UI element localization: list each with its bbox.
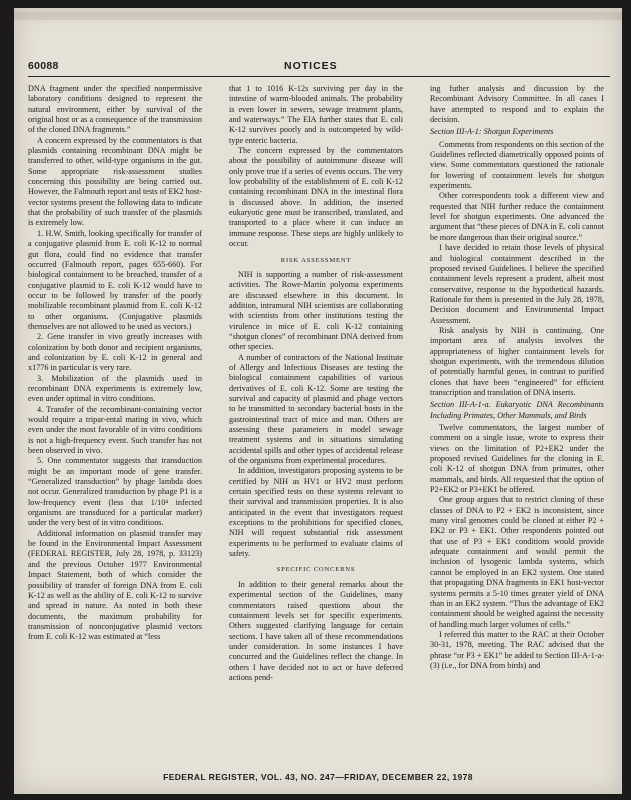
paragraph: I have decided to retain those levels of physical and biological containment described in the proposed revised Guidelines. I believe the specified containment levels represent a prudent, albeit most conservative, response to the hypothetical hazards. Rationale for them is presented in the July 28, 1978, Decision document and Environmental Impact Assessment. bbox=[430, 243, 604, 325]
section-heading-risk-assessment: RISK ASSESSMENT bbox=[280, 256, 352, 264]
section-heading-specific-concerns: SPECIFIC CONCERNS bbox=[276, 566, 356, 574]
paragraph: 2. Gene transfer in vivo greatly increases with colonization by both donor and recipient organisms, and colonization by E. coli K-12 in general and x1776 in particular is very rare. bbox=[28, 332, 202, 373]
paragraph: Risk analysis by NIH is continuing. One important area of analysis involves the appropriateness of higher containment levels for shotgun experiments, with the tremendous dilution of potentially harmful genes, in contrast to purified clones that have been “engineered” for efficient transcription and translation of DNA inserts. bbox=[430, 325, 604, 397]
paragraph: 4. Transfer of the recombinant-containing vector would require a tripar-ental mating in vivo, which even under the most favorable of in vitro conditions is not a high-frequency event. Such transfer has not been observed in vivo. bbox=[28, 404, 202, 456]
page-edge-strip bbox=[14, 12, 622, 20]
text-column-1 bbox=[28, 84, 202, 768]
paragraph: A number of contractors of the National Institute of Allergy and Infectious Diseases are testing the biological containment capabilities of various derivatives of E. coli K-12. Some are testing the survival and capacity of plasmid and phage vectors to be transmitted to secondary bacterial hosts in the gastrointestinal tract of mice and man. Others are assessing these parameters in model sewage treatment systems and in situations simulating accidental spills and other types of accidental release of the organisms from experimental procedures. bbox=[229, 352, 403, 466]
document-page bbox=[14, 8, 622, 794]
paragraph: I referred this matter to the RAC at their October 30-31, 1978, meeting. The RAC advised that the phrase “or P3 + EK1” be added to Section III-A-1-a-(3) (i.e., for DNA from birds) and bbox=[430, 629, 604, 670]
text-column-2 bbox=[229, 84, 403, 768]
paragraph: 1. H.W. Smith, looking specifically for transfer of a conjugative plasmid from E. coli K-12 to normal gut flora, could find no evidence that transfer occurred (Falmouth report, pages 655-660). For biological containment to be breached, transfer of a conjugative plasmid to E. coli K-12 would have to occur to be followed by transfer of the poorly mobilizable recombinant plasmid from E. coli K-12 to other organisms. (Conjugative plasmids themselves are not allowed to be used as vectors.) bbox=[28, 228, 202, 331]
paragraph: In addition, investigators proposing systems to be certified by NIH as HV1 or HV2 must perform certain specified tests on these systems relevant to their survival and transmission properties. It is also anticipated in the event that investigators request exceptions to the prohibitions for specified clones, NIH will request substantial risk assessment experiments to be performed to evaluate claims of safety. bbox=[229, 466, 403, 559]
paragraph: Comments from respondents on this section of the Guidelines reflected diametrically opposed points of view. Some commentators questioned the rationale for lowering of containment levels for shotgun experiments. bbox=[430, 139, 604, 191]
paragraph: A concern expressed by the commentators is that plasmids containing recombinant DNA might be transferred to other, wild-type organisms in the gut. Some appropriate risk-assessment studies concerning this possibility are being carried out. However, the Falmouth report and tests of EK2 host-vector systems present the following data to indicate that the probability of such transfer of the plasmids is extremely low. bbox=[28, 135, 202, 228]
subsection-heading-eukaryotic: Section III-A-1-a. Eukaryotic DNA Recombinants Including Primates, Other Mammals, and Birds bbox=[430, 400, 604, 420]
paragraph: that 1 to 1016 K-12s surviving per day in the intestine of warm-blooded animals. The probability is even lower in sewers, sewage treatment plants, and waterways.” The EIA further states that E. coli K-12 survives poorly and is outcompeted by wild-type enteric bacteria. bbox=[229, 84, 403, 145]
paragraph: The concern expressed by the commentators about the possibility of autoimmune disease will only prove true if a series of events occurs. The very low probability of the establishment of E. coli K-12 containing recombinant DNA in the intestinal flora is discussed above. In addition, the inserted eukaryotic gene must be transcribed, translated, and transported to a place where it can induce an immune response. These steps are highly unlikely to occur. bbox=[229, 146, 403, 249]
paragraph: DNA fragment under the specified nonpermissive laboratory conditions designed to represent the natural environment, either by survival of the original host or as a consequence of the transmission of the cloned DNA fragments.” bbox=[28, 84, 202, 135]
paragraph: ing futher analysis and discussion by the Recombinant Advisory Committee. In all cases I have attempted to respond and to explain the decision. bbox=[430, 84, 604, 125]
page-number: 60088 bbox=[28, 60, 59, 72]
paragraph: Other correspondents took a different view and requested that NIH further reduce the containment level for shotgun experiments. One advanced the argument that “these pieces of DNA in E. coli cannot be more dangerous than their original source.” bbox=[430, 191, 604, 242]
section-title: NOTICES bbox=[284, 60, 338, 72]
subsection-heading-shotgun: Section III-A-1: Shotgun Experiments bbox=[430, 127, 554, 137]
paragraph: 5. One commentator suggests that transduction might be an important mode of gene transfer. “Generalized transduction” by phage lambda does not occur. Generalized transduction by phage P1 is a low-frequency event (less that 1/10⁴ infected organisms are transduced for a particular marker) under the very best of in vitro conditions. bbox=[28, 456, 202, 528]
text-column-3 bbox=[430, 84, 604, 768]
paragraph: One group argues that to restrict cloning of these classes of DNA to P2 + EK2 is inconsistent, since many viral genomes could be cloned at either P2 + EK2 or P3 + EK1. Other respondents pointed out that use of P3 + EK1 conditions would provide adequate containment and would permit the inclusion of lysogenic lambda systems, which cannot be employed in an EK2 system. One stated that propagating DNA fragments in EK1 host-vector systems permits a 5-10 times greater yield of DNA than in an EK2 system. “Thus the advantage of EK2 containment should be weighed against the necessity of handling much larger volumes of cells.” bbox=[430, 495, 604, 629]
page-footer: FEDERAL REGISTER, VOL. 43, NO. 247—FRIDAY, DECEMBER 22, 1978 bbox=[163, 772, 473, 782]
paragraph: NIH is supporting a number of risk-assessment activities. The Rowe-Martin polyoma experiments are discussed elsewhere in this document. In addition, intramural NIH scientists are collaborating with scientists from other institutions testing the virulence in mice of E. coli K-12 containing “shotgun clones” of recombinant DNA derived from other species. bbox=[229, 269, 403, 352]
paragraph: In addition to their general remarks about the experimental section of the Guidelines, many commentators raised questions about the containment levels set for specific experiments. Others suggested clarifying language for certain sections. I have taken all of these recommendations under consideration. In some instances I have concurred and the Guidelines reflect the change. In others I have decided not to act or have deferred actions pend- bbox=[229, 579, 403, 682]
paragraph: 3. Mobilization of the plasmids used in recombinant DNA experiments is extremely low, even under optimal in vitro conditions. bbox=[28, 373, 202, 404]
paragraph: Additional information on plasmid transfer may be found in the Environmental Impact Assessment (FEDERAL REGISTER, July 28, 1978, p. 33123) and the previous October 1977 Environmental Impact Statement, both of which consider the possibility of transfer of foreign DNA from E. coli K-12 as well as the ability of E. coli K-12 to survive and spread in nature. As noted in both these documents, the maximum probability for transmission of nonconjugative plasmid vectors from E. coli K-12 was estimated at “less bbox=[28, 528, 202, 642]
paragraph: Twelve commentators, the largest number of comment on a single issue, wrote to express their views on the limitation of P2+EK2 under the proposed revised Guidelines for the cloning in E. coli K-12 of shotgun DNA from primates, other mammals, and birds. All requested that the option of P2+EK2 or P3+EK1 be offered. bbox=[430, 423, 604, 495]
header-rule bbox=[28, 76, 610, 77]
